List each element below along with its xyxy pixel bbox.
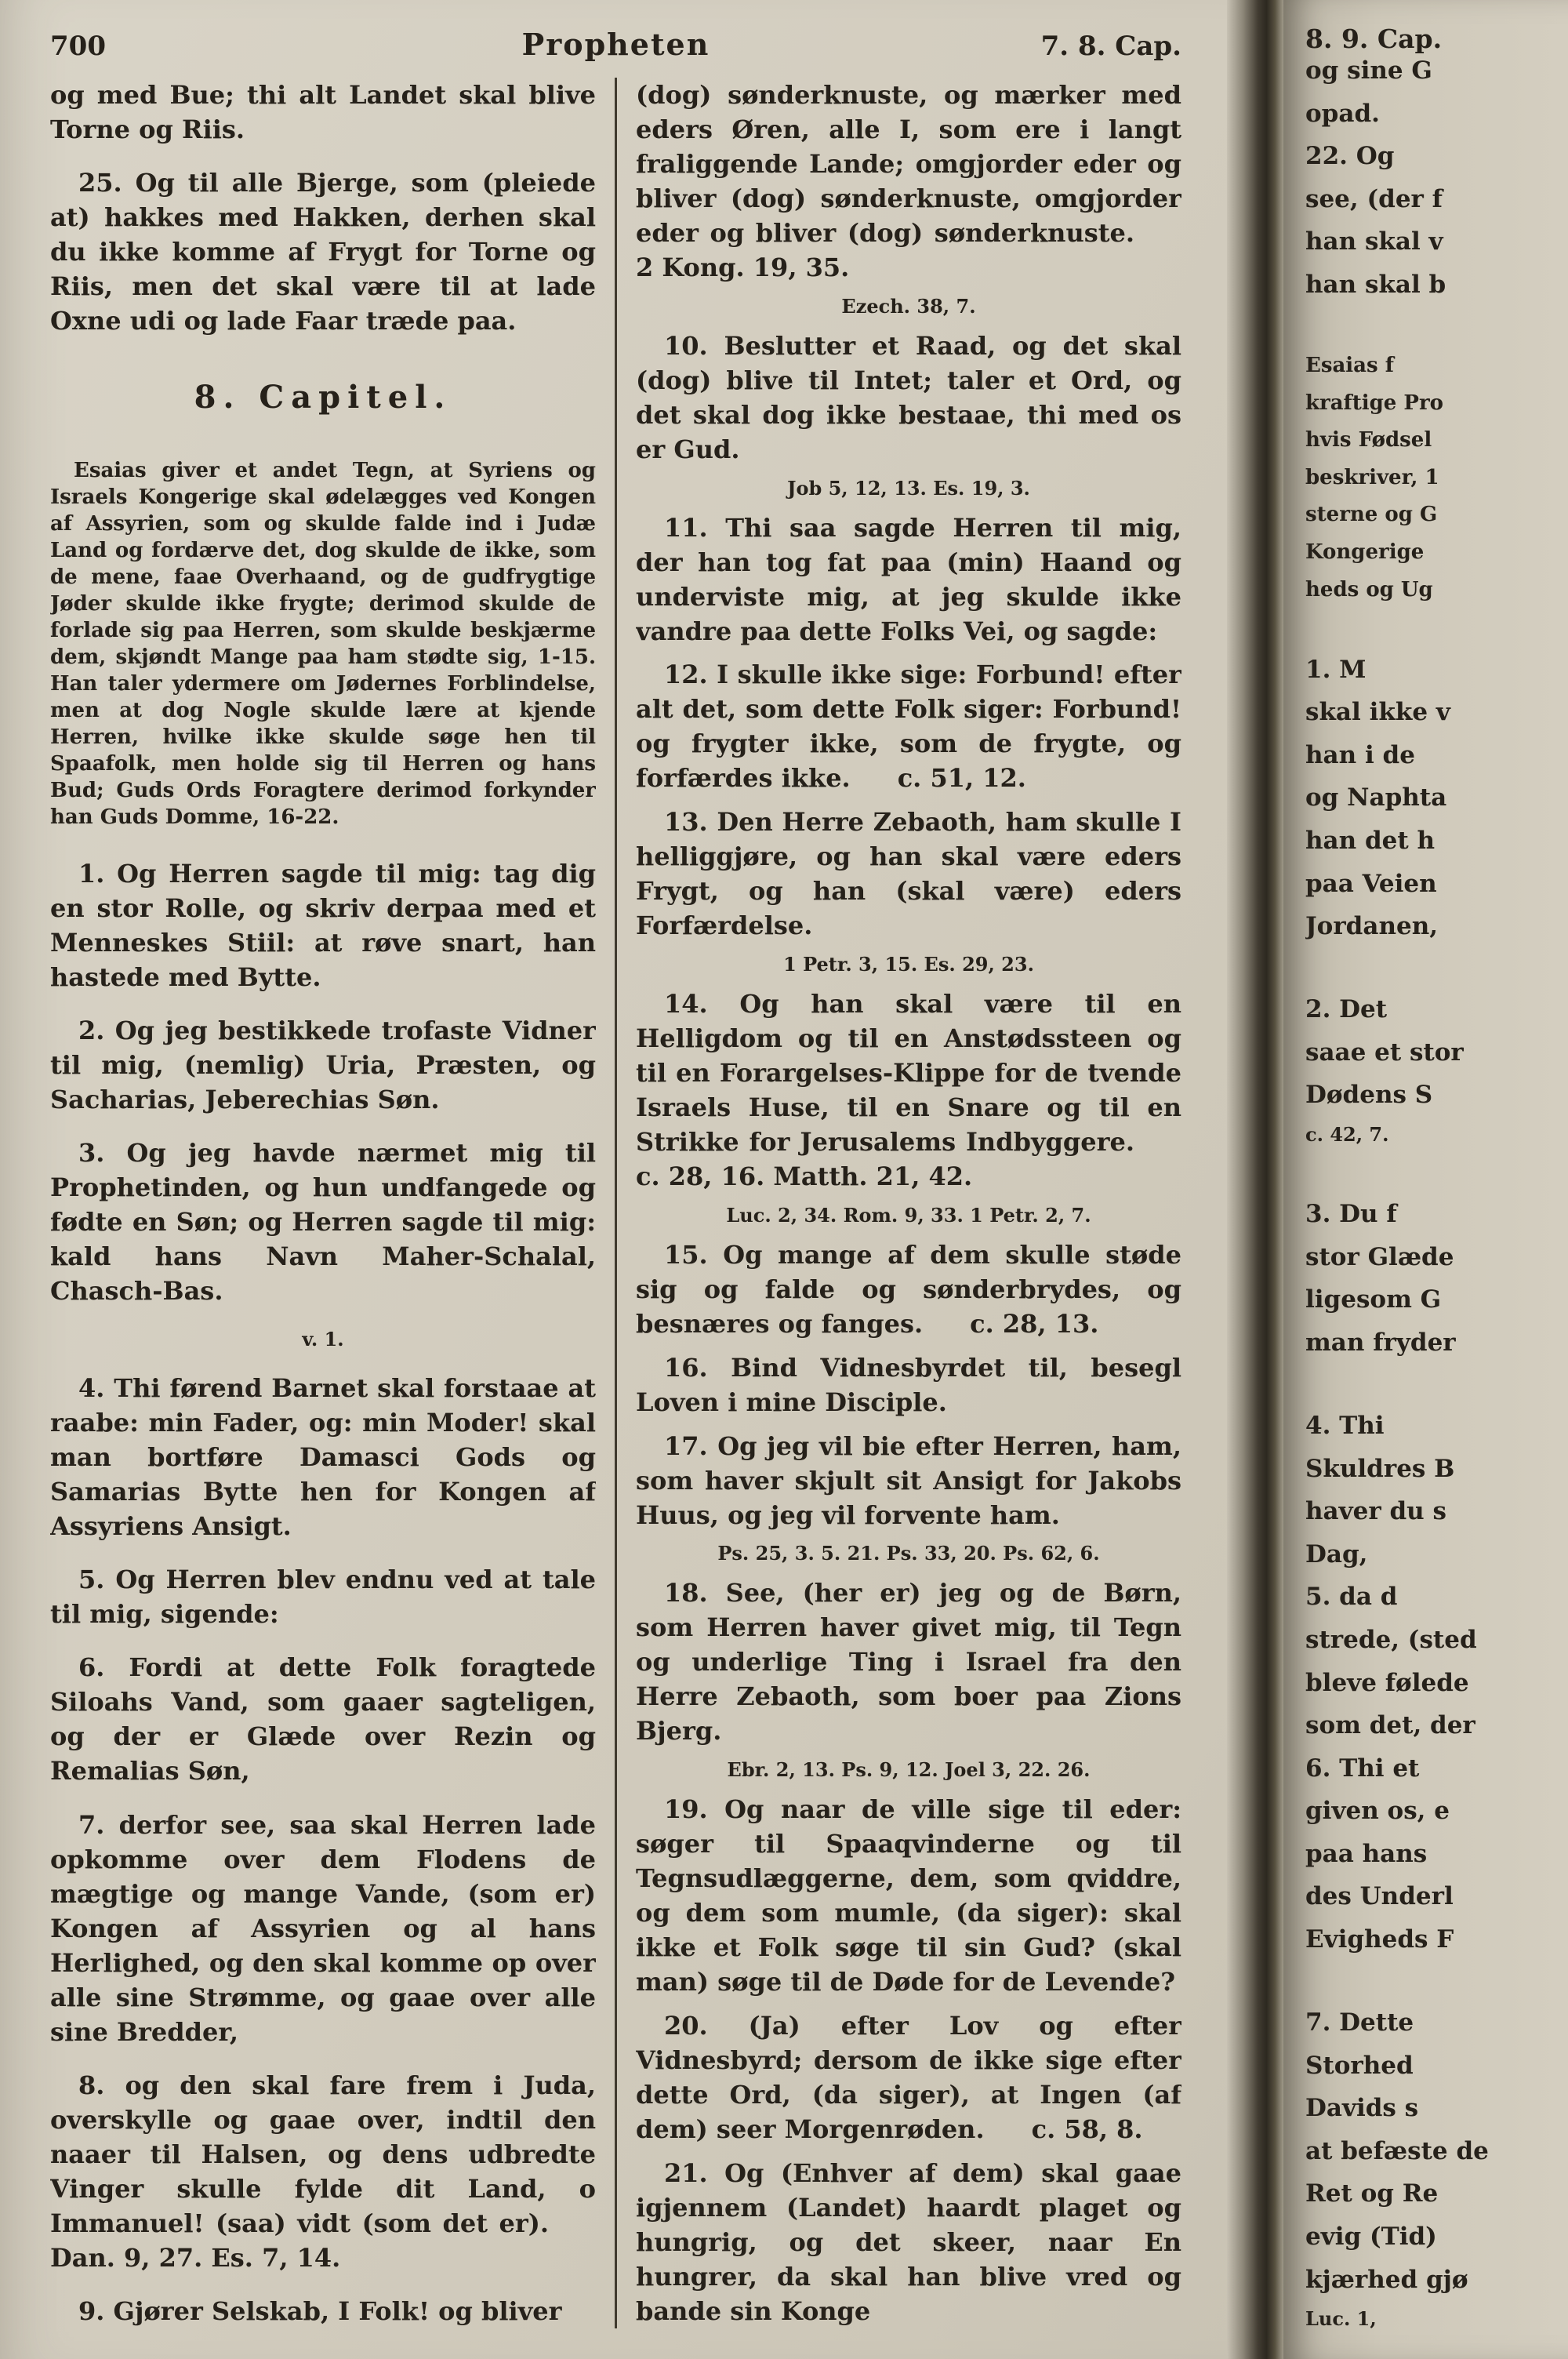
paragraph-text: 1. M — [1305, 655, 1367, 684]
verse-paragraph — [1305, 1580, 1568, 1614]
paragraph-text: haver du s — [1305, 1497, 1446, 1526]
paragraph-text: ligesom G — [1305, 1285, 1442, 1314]
verse-paragraph — [1305, 1923, 1568, 1957]
paragraph-text: 8. Capitel. — [194, 379, 452, 416]
paragraph-text: Ps. 25, 3. 5. 21. Ps. 33, 20. Ps. 62, 6. — [717, 1542, 1100, 1565]
paragraph-text: given os, e — [1305, 1797, 1450, 1826]
paragraph-gap — [1305, 311, 1568, 342]
verse-paragraph — [50, 78, 596, 147]
adjacent-page-chapter-reference: 8. 9. Cap. — [1305, 24, 1443, 54]
paragraph-text: 7. Dette — [1305, 2008, 1414, 2037]
paragraph-text: evig (Tid) — [1305, 2223, 1437, 2252]
verse-paragraph — [636, 2008, 1181, 2146]
paragraph-text: hvis Fødsel — [1305, 428, 1432, 453]
paragraph-text: 22. Og — [1305, 142, 1395, 171]
paragraph-text: 1. Og Herren sagde til mig: tag dig en stor Rolle, og skriv derpaa med et Menneskes Stiil: at røve snart, han hastede med Bytte. — [50, 858, 596, 992]
running-title: Propheten — [521, 27, 710, 62]
paragraph-text: 25. Og til alle Bjerge, som (pleiede at) hakkes med Hakken, derhen skal du ikke komme af Frygt for Torne og Riis, men det skal være til at lade Oxne udi og lade Faar træde paa. — [50, 168, 596, 336]
verse-paragraph — [1305, 867, 1568, 901]
verse-paragraph — [50, 165, 596, 338]
paragraph-text: Jordanen, — [1305, 912, 1439, 941]
paragraph-text: 4. Thi — [1305, 1412, 1385, 1441]
verse-paragraph — [636, 987, 1181, 1194]
verse-paragraph — [1305, 1623, 1568, 1657]
verse-paragraph — [636, 657, 1181, 795]
paragraph-text: 7. derfor see, saa skal Herren lade opkomme over dem Flodens de mægtige og mange Vande, (som er) Kongen af Assyrien og al hans Herlighed, og den skal komme op over alle sine Strømme, og gaae over alle sine Bredder, — [50, 1809, 596, 2047]
inline-scripture-reference: c. 51, 12. — [897, 763, 1026, 794]
paragraph-text: opad. — [1305, 99, 1380, 128]
paragraph-text: v. 1. — [302, 1327, 344, 1350]
verse-paragraph — [1305, 993, 1568, 1027]
verse-paragraph — [1305, 1078, 1568, 1112]
paragraph-text: 6. Thi et — [1305, 1754, 1420, 1783]
verse-paragraph — [50, 1808, 596, 2049]
paragraph-text: han skal v — [1305, 227, 1443, 256]
paragraph-text: 5. da d — [1305, 1583, 1398, 1612]
verse-paragraph — [50, 1562, 596, 1631]
paragraph-text: Evigheds F — [1305, 1925, 1454, 1954]
paragraph-text: 15. Og mange af dem skulle støde sig og falde og sønderbrydes, og besnæres og fanges. — [636, 1239, 1181, 1339]
scripture-reference — [636, 1203, 1181, 1228]
paragraph-text: Esaias giver et andet Tegn, at Syriens og Israels Kongerige skal ødelægges ved Kongen af Assyrien, som og skulde falde ind i Judæ Land og fordærve det, dog skulde de ikke, som de mene, faae Overhaand, og de gudfrygtige Jøder skulde ikke frygte; derimod skulde de forlade sig paa Herren, som skulde beskjærme dem, skjøndt Mange paa ham stødte sig, 1-15. Han taler ydermere om Jødernes Forblindelse, men at dog Nogle skulde lære at kjende Herren, hvilke ikke skulde søge hen til Spaafolk, men holde sig til Herren og hans Bud; Guds Ords Foragtere derimod forkynder han Guds Domme, 16-22. — [50, 459, 596, 830]
paragraph-gap — [1305, 1369, 1568, 1401]
verse-paragraph — [1305, 2220, 1568, 2254]
page-number: 700 — [50, 31, 106, 62]
paragraph-text: Kongerige — [1305, 540, 1425, 564]
paragraph-text: Davids s — [1305, 2094, 1419, 2123]
paragraph-text: Dag, — [1305, 1539, 1368, 1568]
verse-paragraph — [50, 2068, 596, 2275]
paragraph-text: 2. Det — [1305, 995, 1388, 1024]
chapter-heading — [50, 357, 596, 432]
adjacent-page-edge — [1283, 0, 1568, 2359]
paragraph-text: og med Bue; thi alt Landet skal blive Torne og Riis. — [50, 80, 596, 144]
scripture-reference — [636, 952, 1181, 977]
paragraph-text: Dødens S — [1305, 1081, 1433, 1110]
paragraph-text: kjærhed gjø — [1305, 2265, 1468, 2294]
paragraph-text: Job 5, 12, 13. Es. 19, 3. — [787, 476, 1030, 500]
scripture-reference — [636, 476, 1181, 501]
inline-scripture-reference: c. 58, 8. — [1031, 2114, 1143, 2144]
verse-paragraph — [1305, 500, 1568, 529]
scripture-reference — [636, 1541, 1181, 1566]
verse-paragraph — [1305, 183, 1568, 216]
paragraph-text: 11. Thi saa sagde Herren til mig, der han tog fat paa (min) Haand og underviste mig, at jeg skulde ikke vandre paa dette Folks Vei, og sagde: — [636, 512, 1181, 646]
inline-scripture-reference: c. 28, 13. — [970, 1308, 1099, 1339]
verse-paragraph — [1305, 1198, 1568, 1231]
paragraph-text: 4. Thi førend Barnet skal forstaae at raabe: min Fader, og: min Moder! skal man bortføre Damasci Gods og Samarias Bytte hen for Kongen af Assyriens Ansigt. — [50, 1373, 596, 1542]
verse-paragraph — [1305, 781, 1568, 815]
column-divider-rule — [615, 78, 617, 2328]
right-column — [636, 78, 1181, 2328]
paragraph-text: han det h — [1305, 826, 1436, 855]
verse-paragraph — [1305, 2135, 1568, 2168]
verse-paragraph — [1305, 1794, 1568, 1828]
scripture-reference — [636, 1757, 1181, 1783]
paragraph-gap — [1305, 953, 1568, 984]
paragraph-text: 1 Petr. 3, 15. Es. 29, 23. — [783, 953, 1034, 976]
adjacent-page-text-fragments — [1305, 54, 1568, 2333]
paragraph-text: 17. Og jeg vil bie efter Herren, ham, som haver skjult sit Ansigt for Jakobs Huus, og jeg vil forvente ham. — [636, 1430, 1181, 1530]
verse-paragraph — [1305, 1452, 1568, 1486]
verse-paragraph — [1305, 140, 1568, 173]
verse-paragraph — [1305, 1241, 1568, 1274]
paragraph-text: Skuldres B — [1305, 1454, 1455, 1483]
paragraph-text: skal ikke v — [1305, 698, 1450, 727]
paragraph-text: man fryder — [1305, 1328, 1456, 1357]
paragraph-text: 19. Og naar de ville sige til eder: søger til Spaaqvinderne og til Tegnsudlæggerne, dem, som qviddre, og dem som mumle, (da siger): skal ikke et Folk søge til sin Gud? (skal man) søge til de Døde for de Levende? — [636, 1794, 1181, 1997]
paragraph-text: 21. Og (Enhver af dem) skal gaae igjennem (Landet) haardt plaget og hungrig, og det skeer, naar En hungrer, da skal han blive vred og bande sin Konge — [636, 2157, 1181, 2326]
paragraph-text: Esaias f — [1305, 354, 1394, 378]
verse-paragraph — [1305, 2263, 1568, 2297]
inline-scripture-reference: 2 Kong. 19, 35. — [636, 253, 850, 282]
verse-paragraph — [50, 1136, 596, 1308]
verse-paragraph — [1305, 653, 1568, 687]
paragraph-text: Ebr. 2, 13. Ps. 9, 12. Joel 3, 22. 26. — [727, 1758, 1091, 1782]
verse-paragraph — [1305, 696, 1568, 729]
scripture-reference — [636, 294, 1181, 319]
book-gutter-shadow — [1227, 0, 1283, 2359]
verse-paragraph — [1305, 426, 1568, 454]
verse-paragraph — [50, 1650, 596, 1788]
text-columns — [50, 78, 1181, 2328]
paragraph-text: Ezech. 38, 7. — [841, 294, 976, 318]
verse-paragraph — [50, 1371, 596, 1543]
verse-paragraph — [1305, 1326, 1568, 1360]
scripture-reference — [1305, 2306, 1568, 2332]
paragraph-text: beskriver, 1 — [1305, 465, 1439, 489]
verse-paragraph — [50, 856, 596, 994]
paragraph-text: 9. Gjører Selskab, I Folk! og bliver — [78, 2295, 562, 2326]
paragraph-text: 18. See, (her er) jeg og de Børn, som Herren haver givet mig, til Tegn og underlige Ting i Israel fra den Herre Zebaoth, som boer paa Zions Bjerg. — [636, 1578, 1181, 1747]
chapter-summary — [50, 451, 596, 837]
paragraph-text: Ret og Re — [1305, 2179, 1439, 2208]
paragraph-text: bleve følede — [1305, 1668, 1469, 1697]
verse-paragraph — [1305, 268, 1568, 302]
paragraph-gap — [1305, 612, 1568, 644]
inline-scripture-reference: Dan. 9, 27. Es. 7, 14. — [50, 2242, 341, 2273]
paragraph-text: paa hans — [1305, 1839, 1428, 1868]
paragraph-text: 3. Du f — [1305, 1200, 1397, 1229]
inline-scripture-reference: c. 28, 16. Matth. 21, 42. — [636, 1161, 973, 1191]
paragraph-gap — [1305, 1158, 1568, 1189]
verse-paragraph — [1305, 1880, 1568, 1914]
paragraph-text: 2. Og jeg bestikkede trofaste Vidner til mig, (nemlig) Uria, Præsten, og Sacharias, Jeberechias Søn. — [50, 1015, 596, 1114]
verse-paragraph — [636, 805, 1181, 943]
verse-paragraph — [1305, 54, 1568, 88]
paragraph-text: see, (der f — [1305, 184, 1443, 213]
paragraph-text: 8. og den skal fare frem i Juda, overskylle og gaae over, indtil den naaer til Halsen, og dens udbredte Vinger skulle fylde dit Land, o Immanuel! (saa) vidt (som det er). — [50, 2070, 596, 2238]
verse-paragraph — [1305, 1283, 1568, 1317]
paragraph-text: saae et stor — [1305, 1038, 1464, 1067]
paragraph-text: 3. Og jeg havde nærmet mig til Prophetinden, og hun undfangede og fødte en Søn; og Herren sagde til mig: kald hans Navn Maher-Schalal, Chasch-Bas. — [50, 1137, 596, 1306]
chapter-reference: 7. 8. Cap. — [1040, 31, 1181, 62]
paragraph-text: Luc. 1, — [1305, 2307, 1377, 2331]
verse-paragraph — [636, 1792, 1181, 1999]
paragraph-text: 12. I skulle ikke sige: Forbund! efter alt det, som dette Folk siger: Forbund! og frygter ikke, som de frygte, og forfærdes ikke. — [636, 660, 1181, 794]
verse-paragraph — [1305, 910, 1568, 943]
left-column — [50, 78, 596, 2328]
verse-paragraph — [1305, 538, 1568, 566]
verse-paragraph — [1305, 1538, 1568, 1572]
verse-paragraph — [1305, 2049, 1568, 2083]
verse-paragraph — [1305, 2092, 1568, 2125]
verse-paragraph — [1305, 463, 1568, 492]
paragraph-text: des Underl — [1305, 1882, 1454, 1911]
paragraph-text: han i de — [1305, 740, 1415, 769]
verse-paragraph — [636, 1238, 1181, 1341]
verse-paragraph — [1305, 1752, 1568, 1786]
paragraph-text: at befæste de — [1305, 2136, 1489, 2165]
verse-paragraph — [1305, 1709, 1568, 1743]
verse-paragraph — [1305, 1667, 1568, 1700]
verse-paragraph — [1305, 739, 1568, 772]
verse-paragraph — [1305, 1495, 1568, 1528]
verse-paragraph — [1305, 1409, 1568, 1443]
paragraph-text: 16. Bind Vidnesbyrdet til, besegl Loven i mine Disciple. — [636, 1352, 1181, 1417]
verse-paragraph — [636, 1429, 1181, 1532]
verse-paragraph — [636, 78, 1181, 285]
paragraph-text: 13. Den Herre Zebaoth, ham skulle I helliggjøre, og han skal være eders Frygt, og han (skal være) eders Forfærdelse. — [636, 807, 1181, 941]
paragraph-text: 6. Fordi at dette Folk foragtede Siloahs Vand, som gaaer sagteligen, og der er Glæde over Rezin og Remalias Søn, — [50, 1652, 596, 1787]
paragraph-text: stor Glæde — [1305, 1242, 1454, 1271]
verse-paragraph — [1305, 1036, 1568, 1070]
paragraph-text: strede, (sted — [1305, 1625, 1477, 1654]
verse-paragraph — [1305, 97, 1568, 131]
paragraph-text: sterne og G — [1305, 503, 1438, 527]
scripture-reference — [50, 1327, 596, 1352]
verse-paragraph — [636, 2156, 1181, 2328]
verse-paragraph — [636, 1350, 1181, 1419]
scripture-reference — [1305, 1121, 1568, 1148]
verse-paragraph — [1305, 2177, 1568, 2211]
verse-paragraph — [1305, 2006, 1568, 2040]
verse-paragraph — [636, 511, 1181, 649]
paragraph-gap — [1305, 1966, 1568, 1997]
paragraph-text: og Naphta — [1305, 783, 1447, 812]
verse-paragraph — [50, 1013, 596, 1117]
page-header — [50, 27, 1181, 62]
paragraph-text: 5. Og Herren blev endnu ved at tale til mig, sigende: — [50, 1565, 596, 1630]
paragraph-text: (dog) sønderknuste, og mærker med eders Øren, alle I, som ere i langt fraliggende Lande; omgjorder eder og bliver (dog) sønderknuste, omgjorder eder og bliver (dog) sønderknuste. — [636, 80, 1181, 248]
paragraph-text: 14. Og han skal være til en Helligdom og til en Anstødssteen og til en Forargelses-Klippe for de tvende Israels Huse, til en Snare og til en Strikke for Jerusalems Indbyggere. — [636, 989, 1181, 1157]
paragraph-text: c. 42, 7. — [1305, 1123, 1389, 1147]
paragraph-text: Luc. 2, 34. Rom. 9, 33. 1 Petr. 2, 7. — [726, 1203, 1091, 1227]
paragraph-text: heds og Ug — [1305, 577, 1433, 602]
verse-paragraph — [50, 2294, 596, 2328]
paragraph-text: Storhed — [1305, 2051, 1414, 2080]
verse-paragraph — [1305, 824, 1568, 858]
verse-paragraph — [1305, 1837, 1568, 1871]
verse-paragraph — [1305, 389, 1568, 417]
verse-paragraph — [1305, 225, 1568, 259]
paragraph-text: kraftige Pro — [1305, 391, 1443, 415]
verse-paragraph — [1305, 351, 1568, 380]
paragraph-text: paa Veien — [1305, 869, 1437, 898]
verse-paragraph — [636, 1576, 1181, 1748]
verse-paragraph — [1305, 576, 1568, 604]
paragraph-text: 10. Beslutter et Raad, og det skal (dog) blive til Intet; taler et Ord, og det skal dog ikke bestaae, thi med os er Gud. — [636, 330, 1181, 464]
paragraph-text: som det, der — [1305, 1711, 1475, 1740]
paragraph-text: 20. (Ja) efter Lov og efter Vidnesbyrd; dersom de ikke sige efter dette Ord, (da siger), at Ingen (af dem) seer Morgenrøden. — [636, 2010, 1181, 2144]
paragraph-text: og sine G — [1305, 56, 1432, 85]
verse-paragraph — [636, 329, 1181, 467]
paragraph-text: han skal b — [1305, 270, 1446, 299]
